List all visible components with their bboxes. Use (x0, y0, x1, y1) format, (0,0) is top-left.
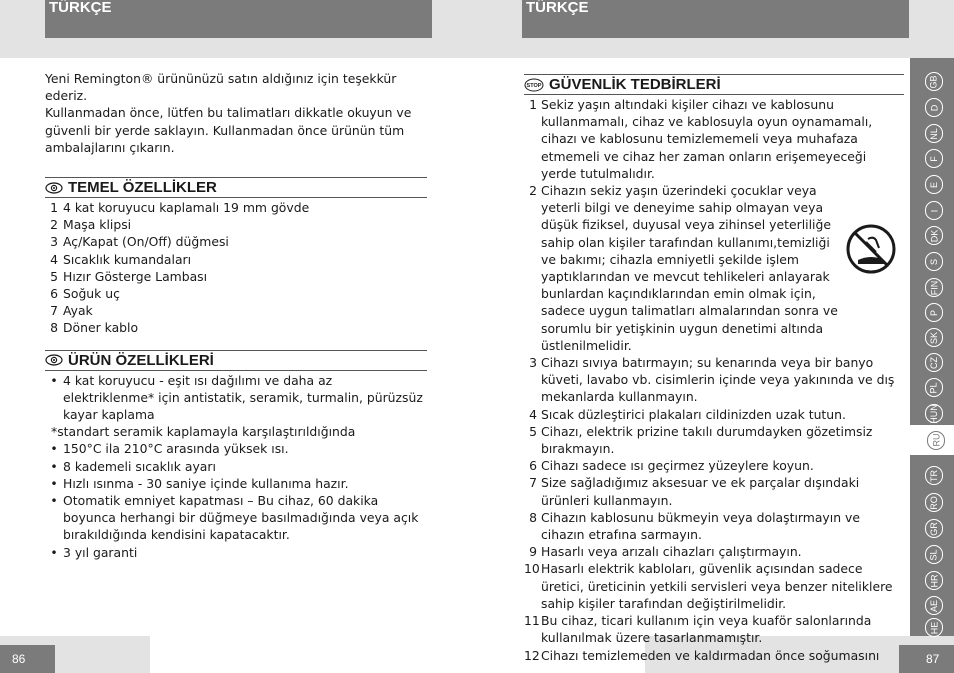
footnote: *standart seramik kaplamayla karşılaştırıldığında (51, 424, 356, 440)
eye-icon (45, 354, 63, 366)
right-column (524, 74, 904, 664)
eye-icon (45, 182, 63, 194)
list-item: 2 Cihazın sekiz yaşın üzerindeki çocuklar veya yeterli bilgi ve deneyime sahip olmayan veya düşük fiziksel, duyusal veya zihinsel yeterliliğe sahip olan kişiler tarafından kullanımı,temizliği ve bakımı; cihazla emniyetli şekilde işlem yaptıklarından ve mevcut tehlikeleri anlayarak bunlardan kaçındıklarından emin olmak için, sadece uygun talimatları almalarından sonra ve sorumlu bir yetişkinin uygun denetimi altında üstlenilmelidir. (529, 183, 838, 353)
list-item: 1 Sekiz yaşın altındaki kişiler cihazı ve kablosunu kullanmamalı, cihaz ve kablosuyla oyun oynamamalı, cihazı ve kablosunu temizlememeli veya muhafaza etmemeli ve cihaz her zaman onların erişemeyeceği yerde tutulmalıdır. (529, 97, 873, 181)
list-item: • 150°C ila 210°C arasında yüksek ısı. (50, 441, 289, 457)
left-page-number: 86 (0, 645, 55, 673)
list-item: 4 Sıcaklık kumandaları (50, 251, 192, 267)
list-item: • 3 yıl garanti (50, 544, 138, 560)
list-item: 12 Cihazı temizlemeden ve kaldırmadan önce soğumasını (524, 647, 880, 663)
list-item: 9 Hasarlı veya arızalı cihazları çalıştırmayın. (529, 544, 802, 560)
language-tab-ae[interactable]: AE (925, 596, 943, 615)
features-list (45, 199, 427, 337)
intro (45, 70, 427, 156)
safety-title: GÜVENLİK TEDBİRLERİ (549, 76, 721, 93)
language-tab-hun[interactable]: HUN (925, 404, 943, 423)
list-item: 7 Ayak (50, 303, 93, 319)
list-item: 1 4 kat koruyucu kaplamalı 19 mm gövde (50, 200, 310, 216)
list-item: 5 Hızır Gösterge Lambası (50, 268, 208, 284)
list-item: 6 Soğuk uç (50, 286, 120, 302)
language-tab-dk[interactable]: DK (925, 226, 943, 245)
list-item: 3 Aç/Kapat (On/Off) düğmesi (50, 234, 229, 250)
list-item: • 4 kat koruyucu - eşit ısı dağılımı ve daha az elektriklenme* için antistatik, seramik, turmalin, pürüzsüz kayar kaplama (50, 372, 423, 423)
language-tab-hr[interactable]: HR (925, 571, 943, 590)
language-tab-nl[interactable]: NL (925, 124, 943, 143)
left-page-header: TÜRKÇE (45, 0, 432, 38)
language-tab-f[interactable]: F (925, 149, 943, 168)
product-section-title (45, 350, 427, 371)
language-tab-d[interactable]: D (925, 98, 943, 117)
list-item: 11 Bu cihaz, ticari kullanım için veya kuaför salonlarında kullanılmak üzere tasarlanmamıştır. (524, 613, 872, 646)
list-item: 7 Size sağladığımız aksesuar ve ek parçalar dışındaki ürünleri kullanmayın. (529, 475, 860, 508)
right-page-header: TÜRKÇE (522, 0, 909, 38)
language-tab-he[interactable]: HE (925, 618, 943, 637)
product-features-list (45, 372, 427, 561)
svg-text:STOP: STOP (526, 82, 542, 89)
language-tab-sk[interactable]: SK (925, 328, 943, 347)
language-tab-pl[interactable]: PL (925, 378, 943, 397)
language-tab-gb[interactable]: GB (925, 72, 943, 91)
language-tab-s[interactable]: S (925, 252, 943, 271)
list-item: • Hızlı ısınma - 30 saniye içinde kullanıma hazır. (50, 475, 349, 491)
right-page-number: 87 (899, 645, 954, 673)
no-water-icon (846, 224, 896, 274)
list-item: 2 Maşa klipsi (50, 217, 132, 233)
language-tab-ro[interactable]: RO (925, 493, 943, 512)
features-title: TEMEL ÖZELLİKLER (68, 179, 217, 197)
language-tabs (910, 58, 954, 636)
language-tab-ru[interactable]: RU (910, 425, 954, 455)
language-tab-tr[interactable]: TR (925, 466, 943, 485)
features-section-title (45, 177, 427, 198)
left-column (45, 70, 427, 561)
list-item: • Otomatik emniyet kapatması – Bu cihaz, 60 dakika boyunca herhangi bir düğmeye basılmadığında veya açık bırakıldığında kendisini kapatacaktır. (50, 493, 419, 543)
language-tab-cz[interactable]: CZ (925, 353, 943, 372)
list-item: 5 Cihazı, elektrik prizine takılı durumdayken gözetimsiz bırakmayın. (529, 423, 873, 457)
intro-paragraph: Yeni Remington® ürününüzü satın aldığınız için teşekkür ederiz. (45, 71, 397, 104)
language-tab-gr[interactable]: GR (925, 519, 943, 538)
product-title: ÜRÜN ÖZELLİKLERİ (68, 351, 214, 369)
stop-icon (524, 78, 544, 92)
list-item: 6 Cihazı sadece ısı geçirmez yüzeylere koyun. (529, 458, 814, 474)
list-item: 8 Cihazın kablosunu bükmeyin veya dolaştırmayın ve cihazın etrafına sarmayın. (529, 509, 860, 543)
language-tab-sl[interactable]: SL (925, 545, 943, 564)
intro-paragraph: Kullanmadan önce, lütfen bu talimatları dikkatle okuyun ve güvenli bir yerde saklayın. Kullanmadan önce ürünün tüm ambalajlarını çıkarın. (45, 105, 412, 155)
list-item: 3 Cihazı sıvıya batırmayın; su kenarında veya bir banyo küveti, lavabo vb. cisimlerin içinde veya yakınında ve dış mekanlarda kullanmayın. (529, 355, 895, 405)
list-item: • 8 kademeli sıcaklık ayarı (50, 458, 216, 474)
safety-section-title (524, 74, 904, 95)
language-tab-p[interactable]: P (925, 303, 943, 322)
list-item: 4 Sıcak düzleştirici plakaları cildinizden uzak tutun. (529, 406, 846, 422)
list-item: 8 Döner kablo (50, 320, 139, 336)
language-tab-e[interactable]: E (925, 175, 943, 194)
safety-list (524, 96, 904, 664)
language-tab-i[interactable]: I (925, 201, 943, 220)
language-tab-fin[interactable]: FIN (925, 278, 943, 297)
list-item: 10 Hasarlı elektrik kabloları, güvenlik açısından sadece üretici, üreticinin yetkili servisleri veya benzer niteliklere sahip kişiler tarafından değiştirilmelidir. (524, 561, 893, 611)
